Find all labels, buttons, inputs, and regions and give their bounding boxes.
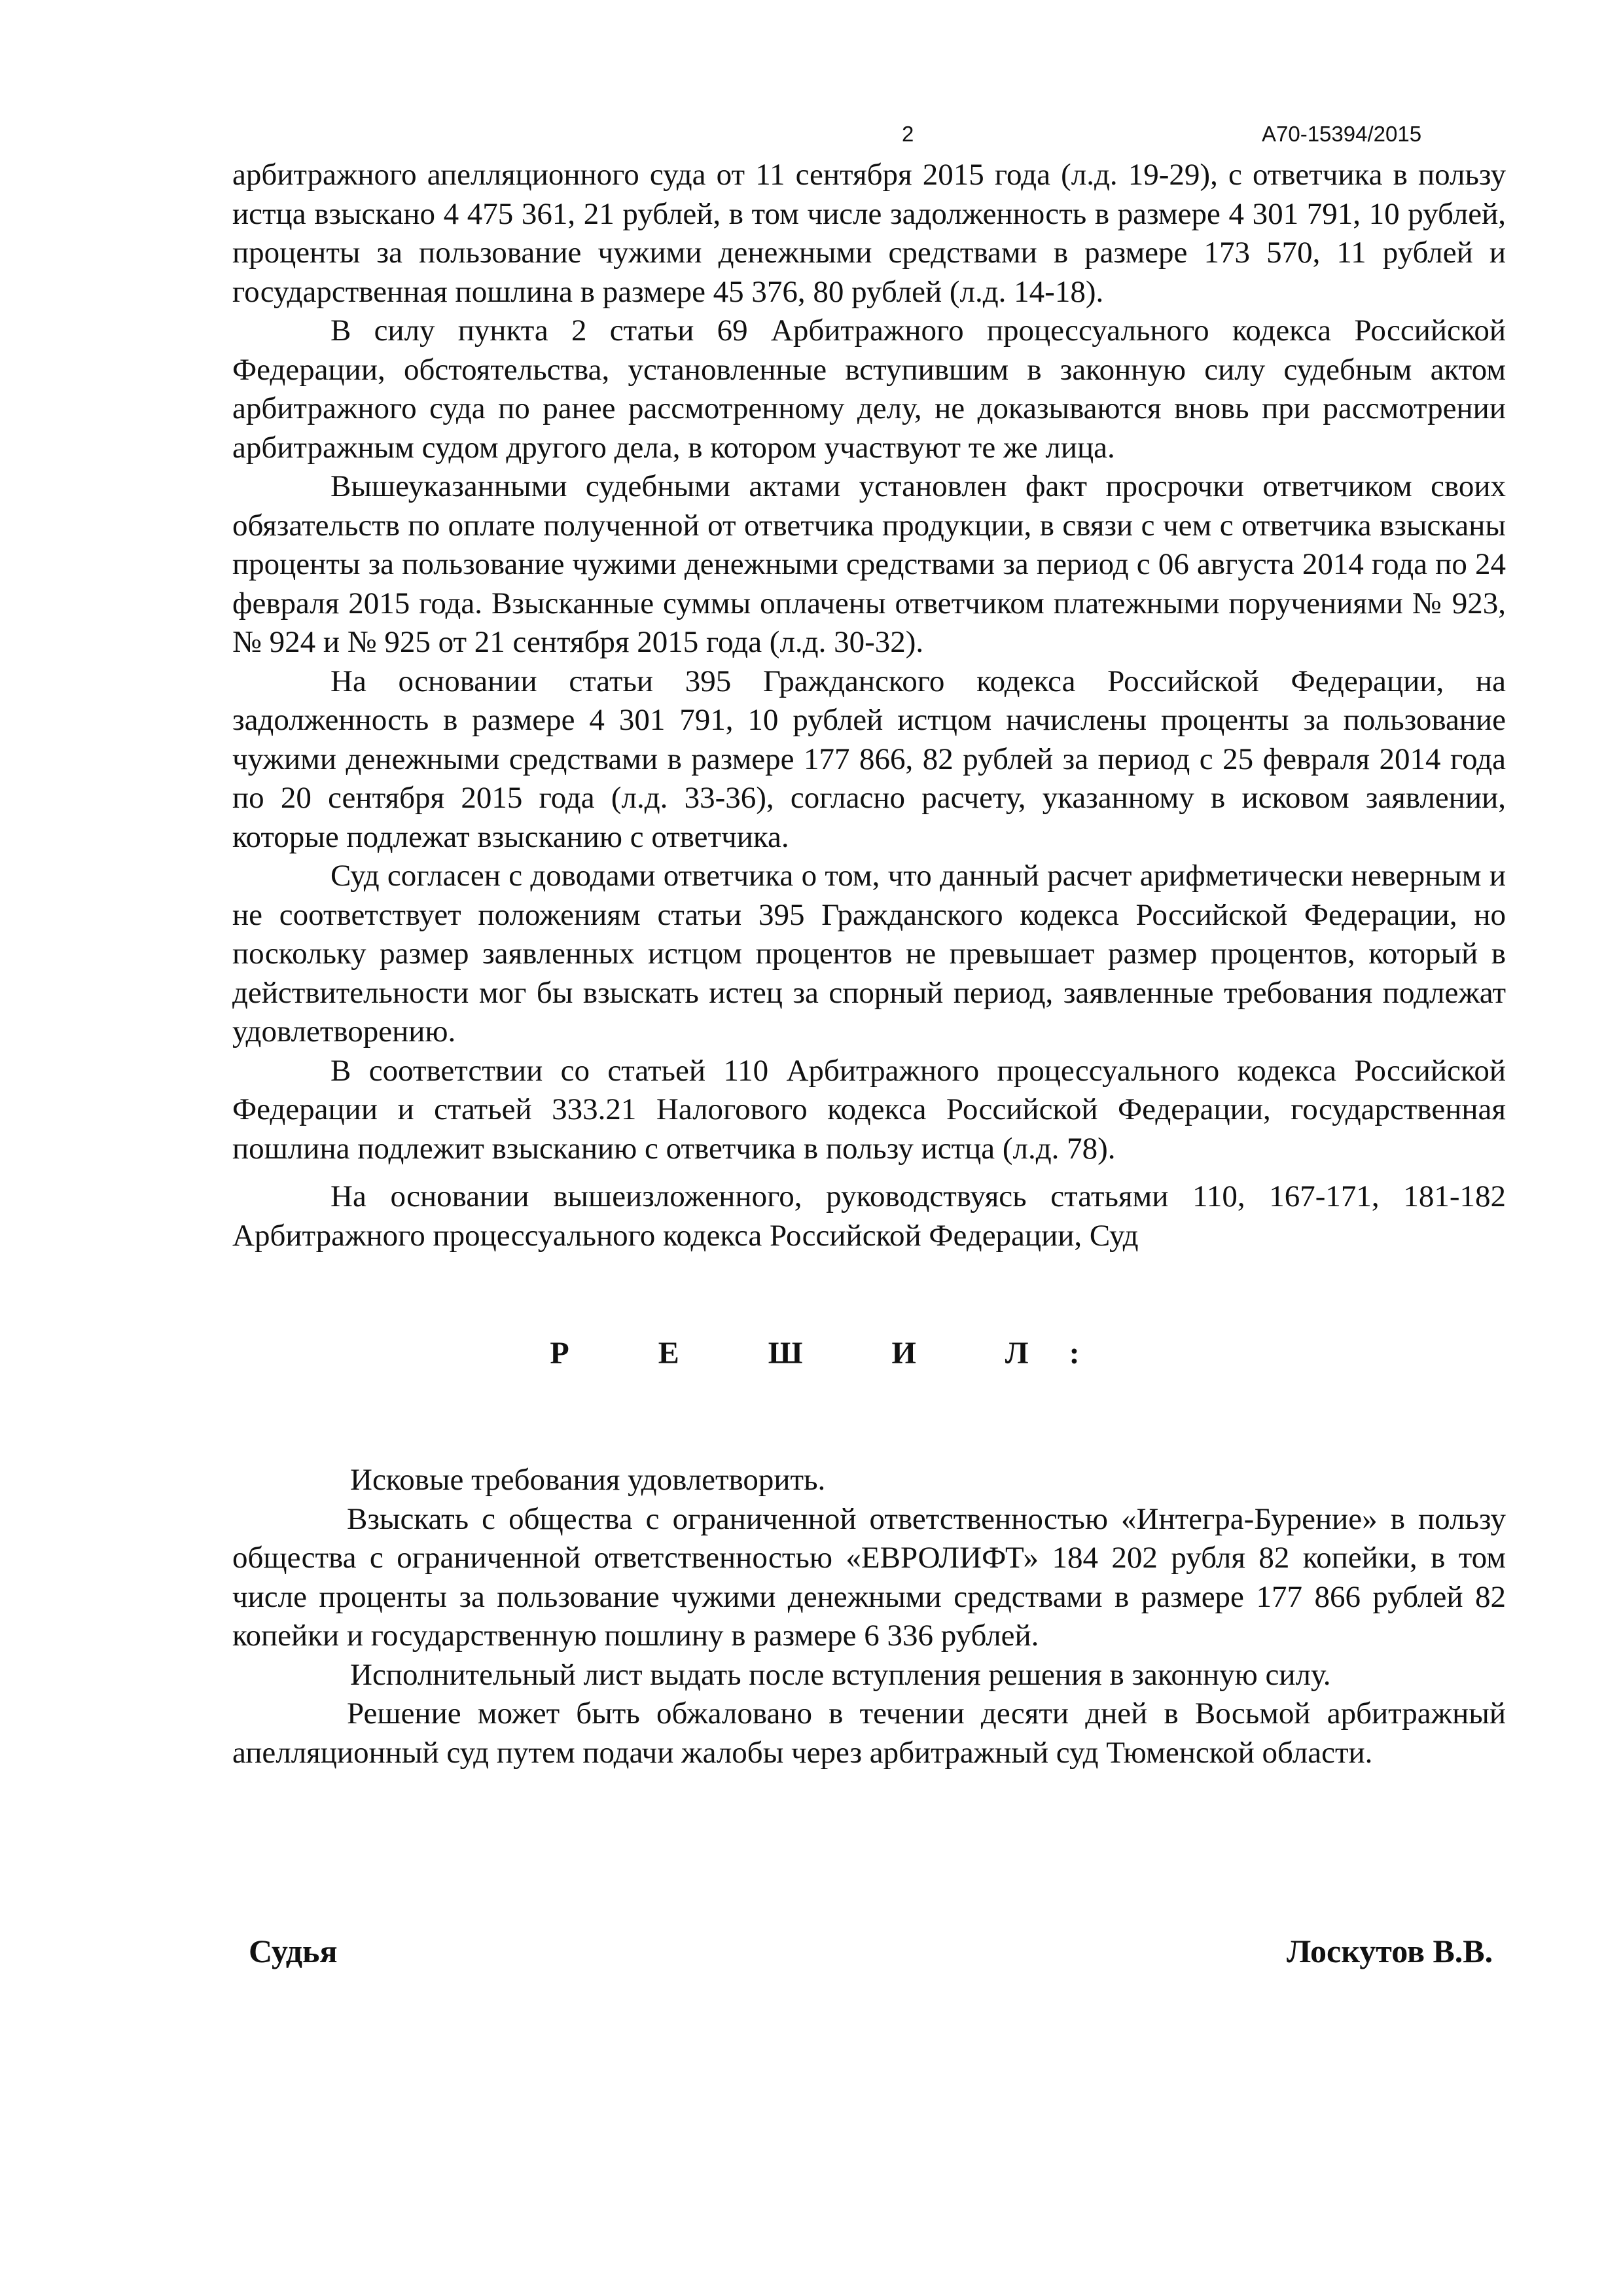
decision-recovery: Взыскать с общества с ограниченной ответственностью «Интегра-Бурение» в пользу общества с ограниченной ответственностью «ЕВРОЛИФТ» 184 202 рубля 82 копейки, в том числе проценты за пользование чужими денежными средствами в размере 177 866 рублей 82 копейки и государственную пошлину в размере 6 336 рублей. bbox=[232, 1501, 1506, 1653]
paragraph-grounds: На основании вышеизложенного, руководствуясь статьями 110, 167-171, 181-182 Арбитражного процессуального кодекса Российской Федерации, Суд bbox=[232, 1179, 1506, 1253]
paragraph-established-facts: Вышеуказанными судебными актами установлен факт просрочки ответчиком своих обязательств по оплате полученной от ответчика продукции, в связи с чем с ответчика взысканы проценты за пользование чужими денежными средствами за период с 06 августа 2014 года по 24 февраля 2015 года. Взысканные суммы оплачены ответчиком платежными поручениями № 923, № 924 и № 925 от 21 сентября 2015 года (л.д. 30-32). bbox=[232, 469, 1506, 659]
decision-section bbox=[232, 1461, 1506, 1772]
paragraph-article-395: На основании статьи 395 Гражданского кодекса Российской Федерации, на задолженность в размере 4 301 791, 10 рублей истцом начислены проценты за пользование чужими денежными средствами в размере 177 866, 82 рублей за период с 25 февраля 2014 года по 20 сентября 2015 года (л.д. 33-36), согласно расчету, указанному в исковом заявлении, которые подлежат взысканию с ответчика. bbox=[232, 664, 1506, 854]
verdict-heading: Р Е Ш И Л: bbox=[550, 1336, 1120, 1371]
page-number: 2 bbox=[902, 122, 914, 146]
paragraph-article-69: В силу пункта 2 статьи 69 Арбитражного процессуального кодекса Российской Федерации, обстоятельства, установленные вступившим в законную силу судебным актом арбитражного суда по ранее рассмотренному делу, не доказываются вновь при рассмотрении арбитражным судом другого дела, в котором участвуют те же лица. bbox=[232, 314, 1506, 465]
paragraph-court-agrees: Суд согласен с доводами ответчика о том, что данный расчет арифметически неверным и не соответствует положениям статьи 395 Гражданского кодекса Российской Федерации, но поскольку размер заявленных истцом процентов не превышает размер процентов, который в действительности мог бы взыскать истец за спорный период, заявленные требования подлежат удовлетворению. bbox=[232, 859, 1506, 1049]
decision-writ-of-execution: Исполнительный лист выдать после вступления решения в законную силу. bbox=[350, 1657, 1331, 1692]
page-header bbox=[0, 122, 1623, 161]
judge-label: Судья bbox=[249, 1933, 338, 1969]
case-number: А70-15394/2015 bbox=[1262, 122, 1422, 146]
decision-claims-granted: Исковые требования удовлетворить. bbox=[350, 1463, 826, 1497]
reasoning-section bbox=[232, 156, 1506, 1255]
decision-appeal-notice: Решение может быть обжаловано в течении десяти дней в Восьмой арбитражный апелляционный суд путем подачи жалобы через арбитражный суд Тюменской области. bbox=[232, 1696, 1506, 1770]
paragraph-state-duty: В соответствии со статьей 110 Арбитражного процессуального кодекса Российской Федерации и статьей 333.21 Налогового кодекса Российской Федерации, государственная пошлина подлежит взысканию с ответчика в пользу истца (л.д. 78). bbox=[232, 1053, 1506, 1166]
judge-name: Лоскутов В.В. bbox=[1287, 1933, 1493, 1969]
paragraph-appeal-court-ruling: арбитражного апелляционного суда от 11 сентября 2015 года (л.д. 19-29), с ответчика в пользу истца взыскано 4 475 361, 21 рублей, в том числе задолженность в размере 4 301 791, 10 рублей, проценты за пользование чужими денежными средствами в размере 173 570, 11 рублей и государственная пошлина в размере 45 376, 80 рублей (л.д. 14-18). bbox=[232, 158, 1506, 309]
